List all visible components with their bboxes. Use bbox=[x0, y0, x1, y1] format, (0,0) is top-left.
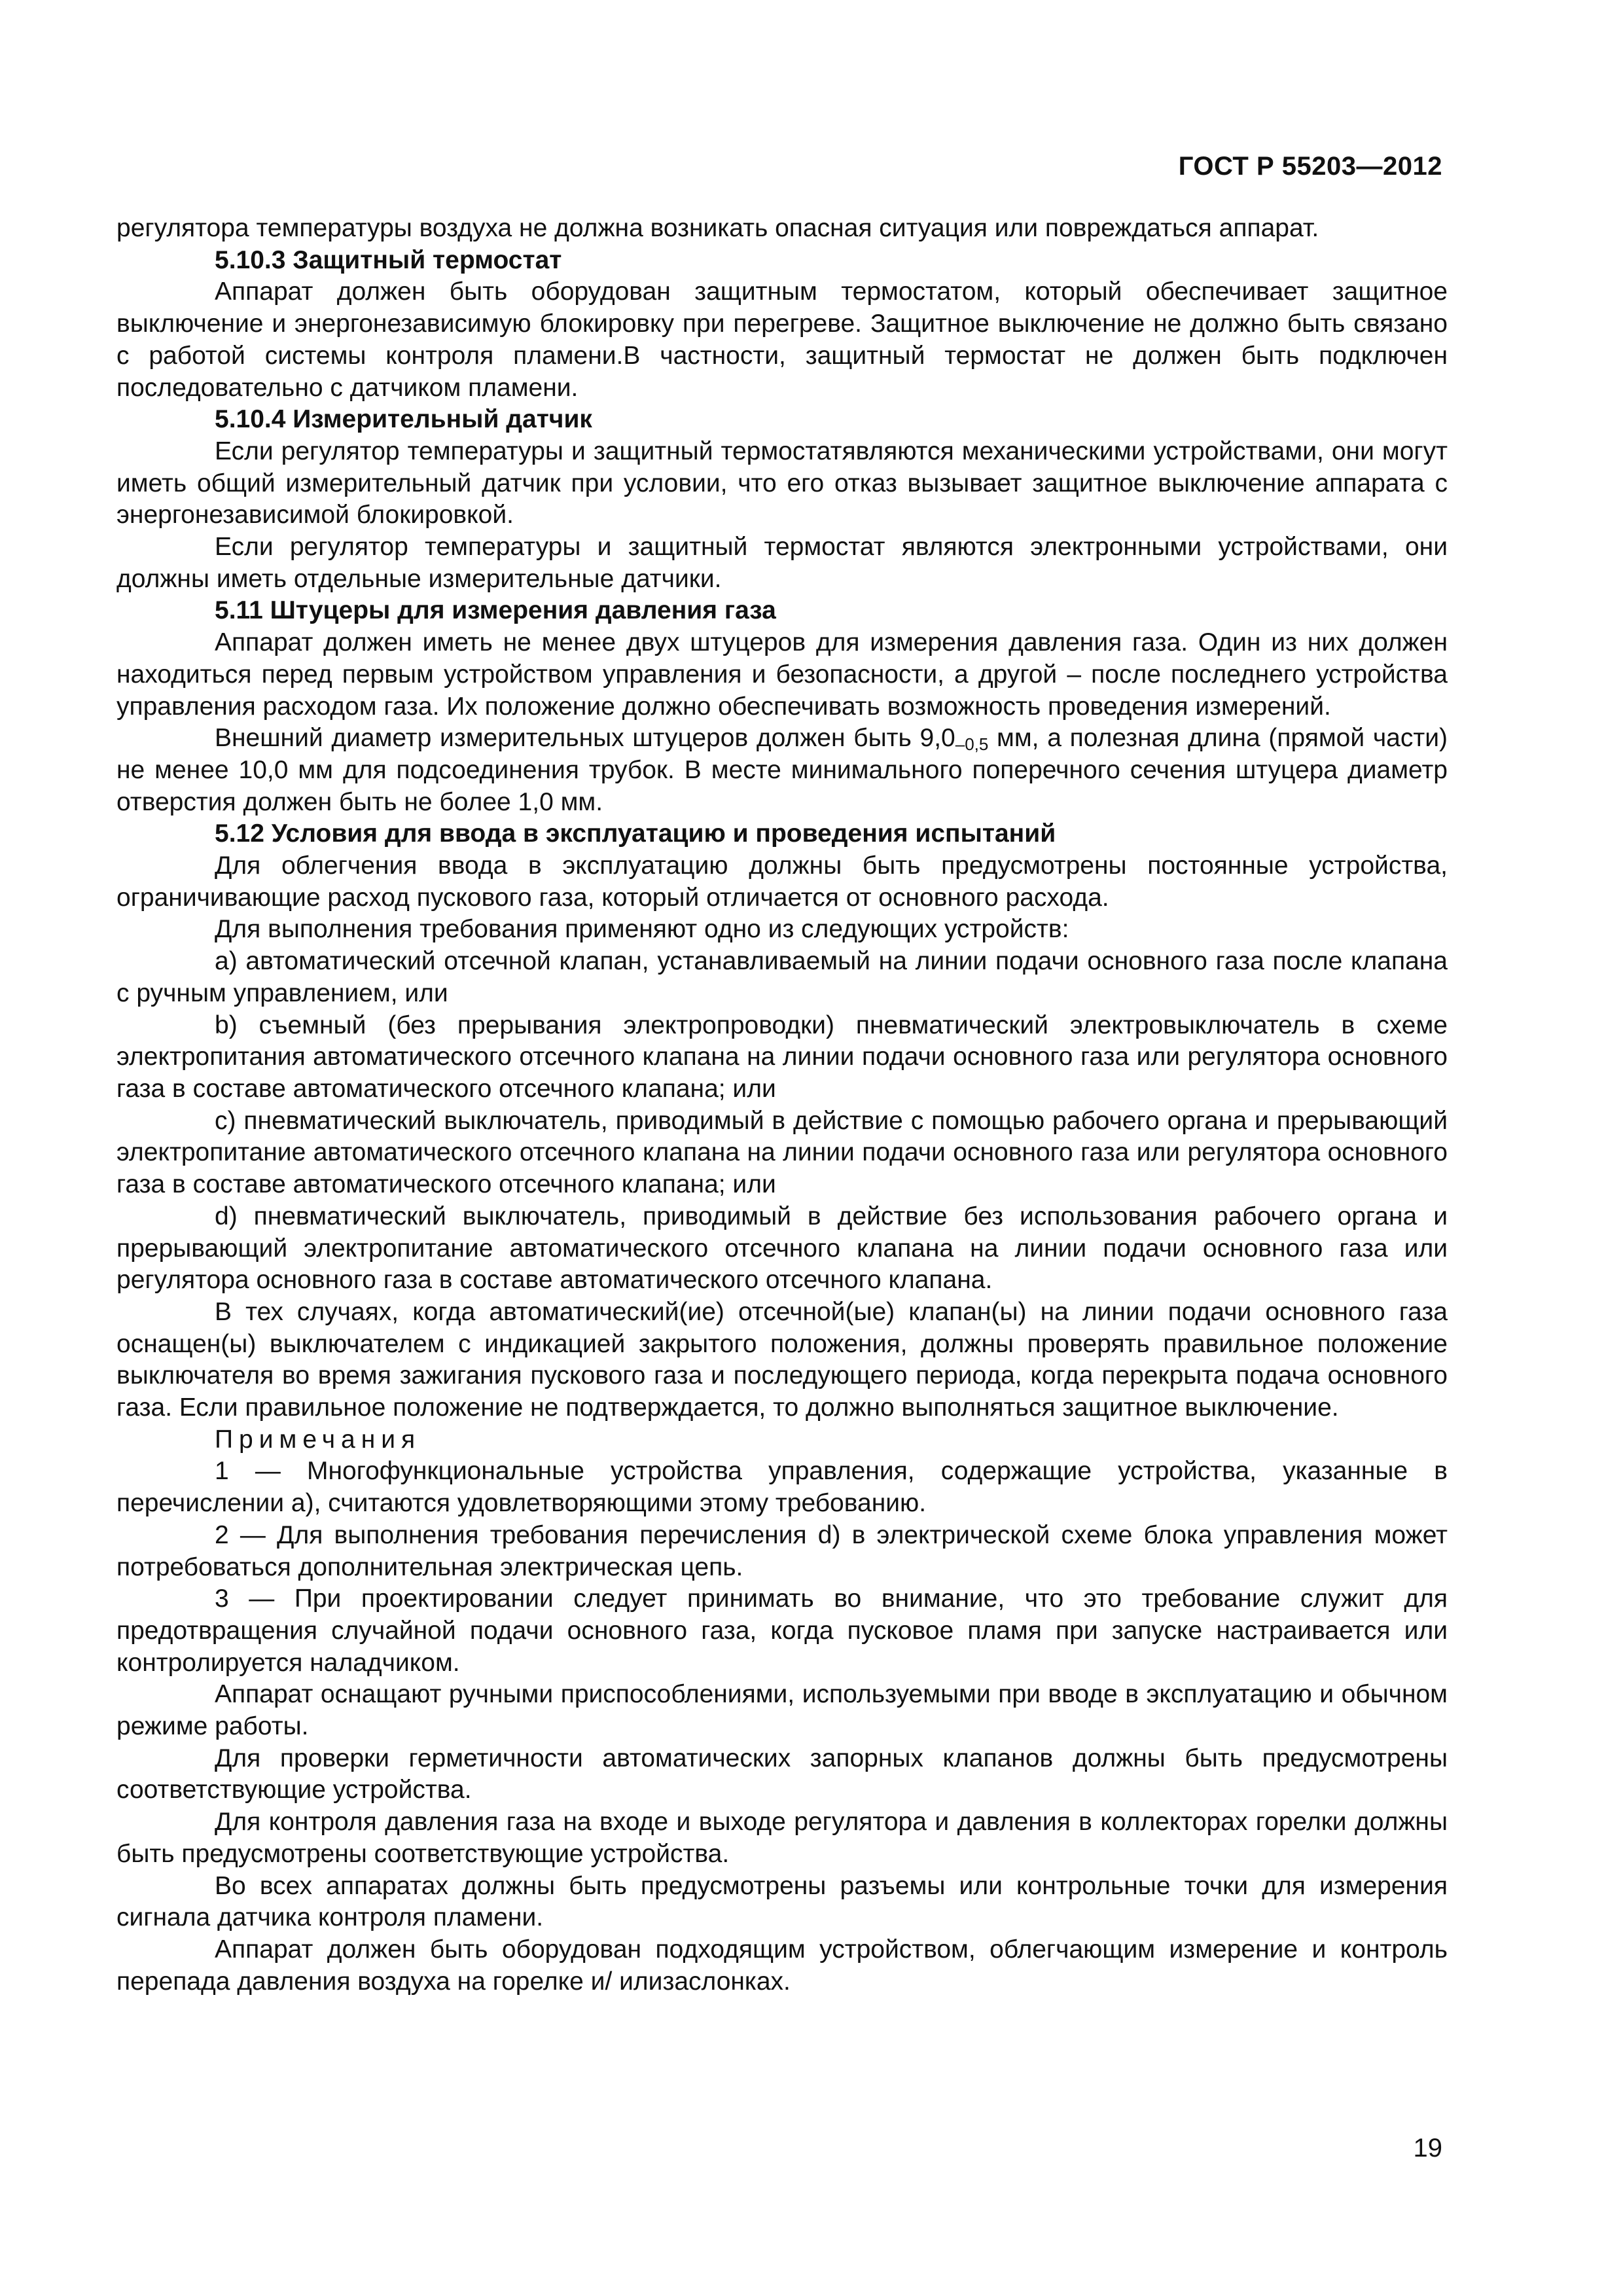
paragraph: Для выполнения требования применяют одно из следующих устройств: bbox=[215, 915, 1069, 944]
paragraph: Если регулятор температуры и защитный термостат являются электронными устройствами, они должны иметь отдельные измерительные датчики. bbox=[116, 533, 1448, 593]
paragraph: В тех случаях, когда автоматический(ие) отсечной(ые) клапан(ы) на линии подачи основного газа оснащен(ы) выключателем с индикацией закрытого положения, должны проверять правильное положение выключателя во время зажигания пускового газа и последующего периода, когда перекрыта подача основного газа. Если правильное положение не подтверждается, то должно выполняться защитное выключение. bbox=[116, 1297, 1448, 1422]
list-item-a: а) автоматический отсечной клапан, устанавливаемый на линии подачи основного газа после клапана с ручным управлением, или bbox=[116, 947, 1448, 1007]
text-run: Внешний диаметр измерительных штуцеров должен быть 9,0 bbox=[215, 724, 955, 753]
paragraph: Аппарат должен иметь не менее двух штуцеров для измерения давления газа. Один из них должен находиться перед первым устройством управления и безопасности, а другой – после последнего устройства управления расходом газа. Их положение должно обеспечивать возможность проведения измерений. bbox=[116, 628, 1448, 721]
list-item-b: b) съемный (без прерывания электропроводки) пневматический электровыключатель в схеме электропитания автоматического отсечного клапана на линии подачи основного газа или регулятора основного газа в составе автоматического отсечного клапана; или bbox=[116, 1011, 1448, 1103]
paragraph: Аппарат должен быть оборудован защитным термостатом, который обеспечивает защитное выключение и энергонезависимую блокировку при перегреве. Защитное выключение не должно быть связано с работой системы контроля пламени.В частности, защитный термостат не должен быть подключен последовательно с датчиком пламени. bbox=[116, 278, 1448, 402]
paragraph: Если регулятор температуры и защитный термостатявляются механическими устройствами, они могут иметь общий измерительный датчик при условии, что его отказ вызывает защитное выключение аппарата с энергонезависимой блокировкой. bbox=[116, 437, 1448, 529]
text-run: мм, а полезная длина (прямой части) не менее 10,0 мм для подсоединения трубок. В месте минимального поперечного сечения штуцера диаметр отверстия должен быть не более 1,0 мм. bbox=[116, 724, 1448, 816]
document-body bbox=[116, 213, 1448, 1998]
page-number: 19 bbox=[1413, 2134, 1442, 2162]
paragraph: Аппарат оснащают ручными приспособлениями, используемыми при вводе в эксплуатацию и обычном режиме работы. bbox=[116, 1680, 1448, 1741]
notes-heading: Примечания bbox=[215, 1425, 421, 1454]
note-2: 2 — Для выполнения требования перечисления d) в электрической схеме блока управления может потребоваться дополнительная электрическая цепь. bbox=[116, 1520, 1448, 1581]
section-heading-5-10-4: 5.10.4 Измерительный датчик bbox=[215, 405, 592, 434]
note-3: 3 — При проектировании следует принимать во внимание, что это требование служит для предотвращения случайной подачи основного газа, когда пусковое пламя при запуске настраивается или контролируется наладчиком. bbox=[116, 1585, 1448, 1677]
document-code-header: ГОСТ Р 55203—2012 bbox=[1178, 152, 1442, 181]
list-item-d: d) пневматический выключатель, приводимый в действие без использования рабочего органа и прерывающий электропитание автоматического отсечного клапана на линии подачи основного газа или регулятора основного газа в составе автоматического отсечного клапана. bbox=[116, 1202, 1448, 1295]
section-heading-5-10-3: 5.10.3 Защитный термостат bbox=[215, 245, 562, 274]
paragraph: Для проверки герметичности автоматических запорных клапанов должны быть предусмотрены соответствующие устройства. bbox=[116, 1744, 1448, 1804]
paragraph-with-subscript bbox=[116, 723, 1448, 818]
paragraph: Аппарат должен быть оборудован подходящим устройством, облегчающим измерение и контроль перепада давления воздуха на горелке и/ илизаслонках. bbox=[116, 1935, 1448, 1996]
paragraph: Во всех аппаратах должны быть предусмотрены разъемы или контрольные точки для измерения сигнала датчика контроля пламени. bbox=[116, 1871, 1448, 1932]
paragraph: Для облегчения ввода в эксплуатацию должны быть предусмотрены постоянные устройства, ограничивающие расход пускового газа, который отличается от основного расхода. bbox=[116, 852, 1448, 912]
section-heading-5-12: 5.12 Условия для ввода в эксплуатацию и проведения испытаний bbox=[215, 819, 1056, 848]
tolerance-subscript: –0,5 bbox=[955, 734, 989, 755]
paragraph: Для контроля давления газа на входе и выходе регулятора и давления в коллекторах горелки должны быть предусмотрены соответствующие устройства. bbox=[116, 1808, 1448, 1868]
paragraph: регулятора температуры воздуха не должна возникать опасная ситуация или повреждаться аппарат. bbox=[116, 214, 1319, 242]
list-item-c: c) пневматический выключатель, приводимый в действие с помощью рабочего органа и прерывающий электропитание автоматического отсечного клапана на линии подачи основного газа или регулятора основного газа в составе автоматического отсечного клапана; или bbox=[116, 1106, 1448, 1199]
note-1: 1 — Многофункциональные устройства управления, содержащие устройства, указанные в перечислении а), считаются удовлетворяющими этому требованию. bbox=[116, 1457, 1448, 1518]
section-heading-5-11: 5.11 Штуцеры для измерения давления газа bbox=[215, 596, 776, 625]
